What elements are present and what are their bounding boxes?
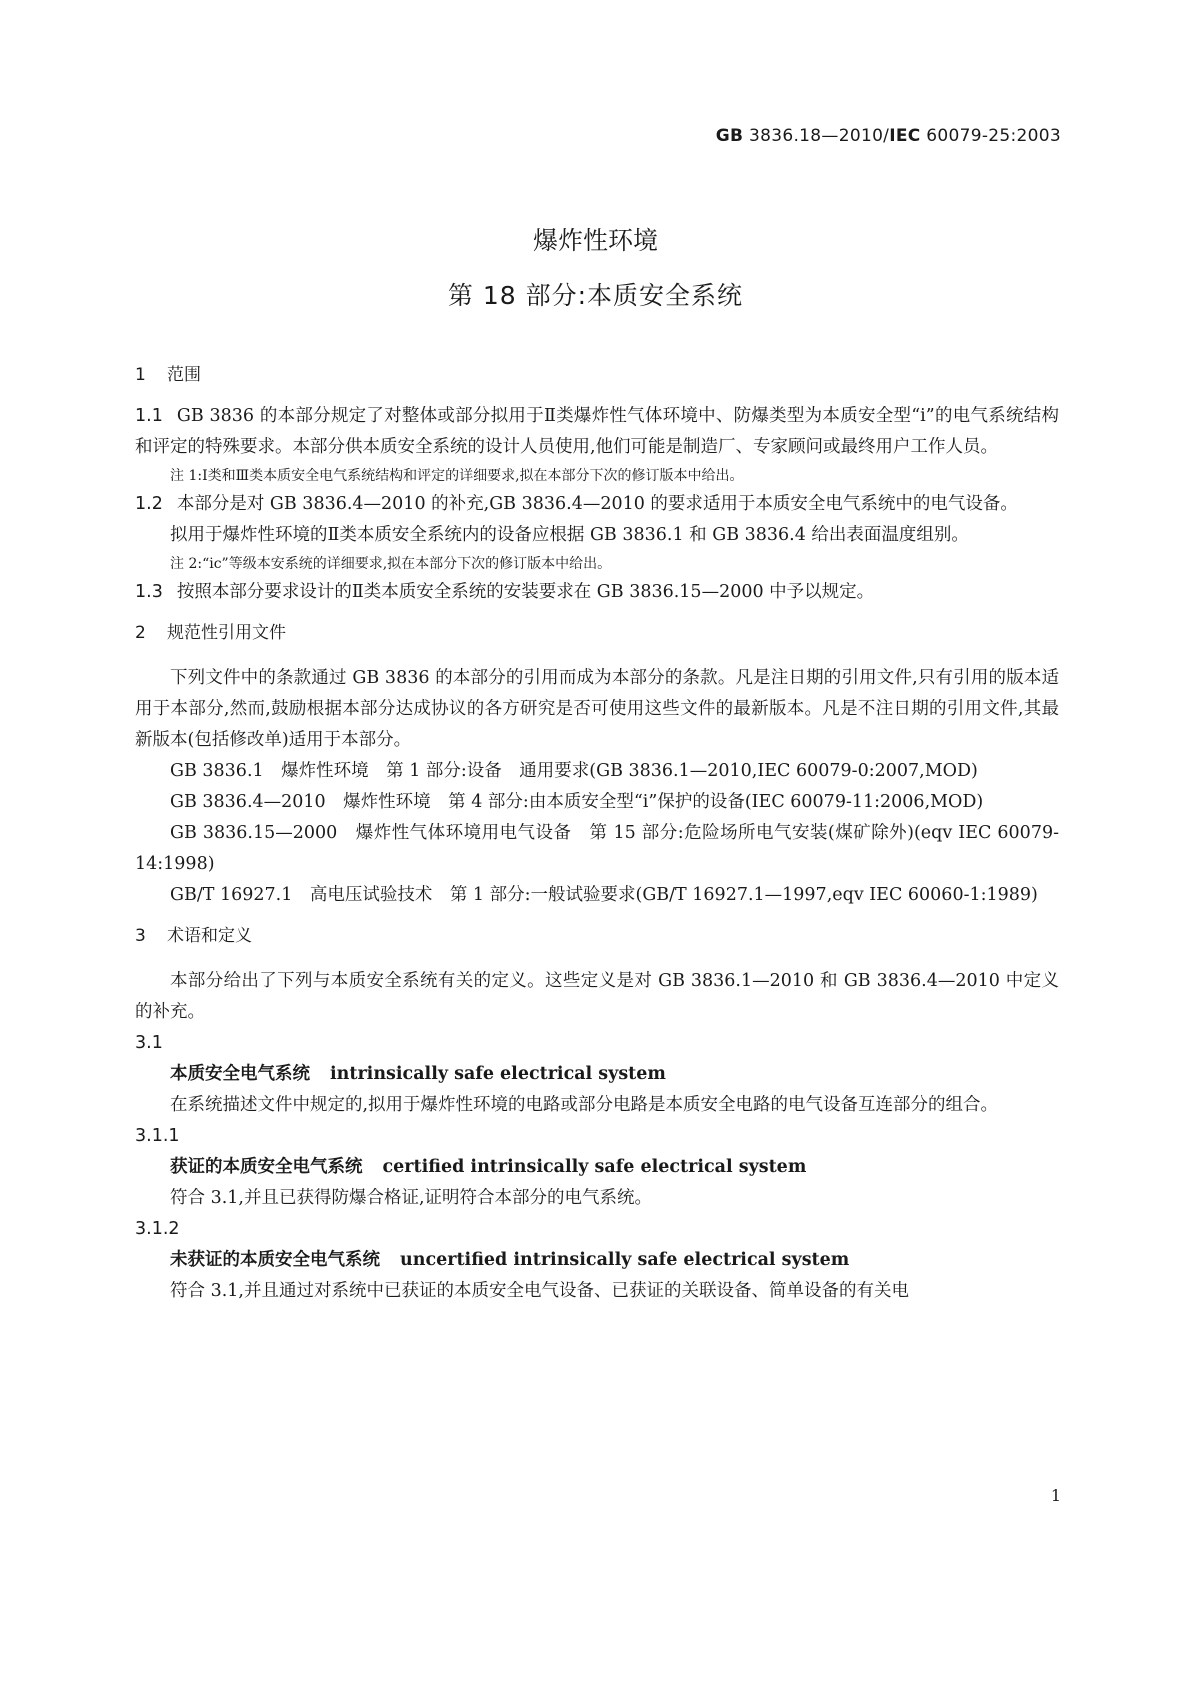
page-number: 1 [1050,1486,1061,1505]
section-heading-normative-references: 2 规范性引用文件 [135,623,286,643]
references-intro: 下列文件中的条款通过 GB 3836 的本部分的引用而成为本部分的条款。凡是注日期的引用文件,只有引用的版本适用于本部分,然而,鼓励根据本部分达成协议的各方研究是否可使用这些文件的最新版本。凡是不注日期的引用文件,其最新版本(包括修改单)适用于本部分。 [135,668,1059,750]
term-definition: 在系统描述文件中规定的,拟用于爆炸性环境的电路或部分电路是本质安全电路的电气设备互连部分的组合。 [170,1095,999,1115]
term-definition: 符合 3.1,并且已获得防爆合格证,证明符合本部分的电气系统。 [170,1188,653,1208]
note-1: 注 1:Ⅰ类和Ⅲ类本质安全电气系统结构和评定的详细要求,拟在本部分下次的修订版本中给出。 [170,468,744,484]
clause-1-1: 1.1 GB 3836 的本部分规定了对整体或部分拟用于Ⅱ类爆炸性气体环境中、防爆类型为本质安全型“i”的电气系统结构和评定的特殊要求。本部分供本质安全系统的设计人员使用,他们可能是制造厂、专家顾问或最终用户工作人员。 [135,406,1059,457]
reference-item: GB/T 16927.1 高电压试验技术 第 1 部分:一般试验要求(GB/T 16927.1—1997,eqv IEC 60060-1:1989) [170,885,1038,905]
section-heading-scope: 1 范围 [135,365,201,385]
standard-code: GB 3836.18—2010/IEC 60079-25:2003 [715,126,1061,146]
clause-1-3: 1.3 按照本部分要求设计的Ⅱ类本质安全系统的安装要求在 GB 3836.15—2000 中予以规定。 [135,582,875,602]
note-2: 注 2:“ic”等级本安系统的详细要求,拟在本部分下次的修订版本中给出。 [170,556,612,572]
clause-1-2-paragraph: 拟用于爆炸性环境的Ⅱ类本质安全系统内的设备应根据 GB 3836.1 和 GB 3836.4 给出表面温度组别。 [170,525,969,545]
clause-1-2: 1.2 本部分是对 GB 3836.4—2010 的补充,GB 3836.4—2010 的要求适用于本质安全电气系统中的电气设备。 [135,494,1018,514]
term-heading: 本质安全电气系统 intrinsically safe electrical system [170,1064,666,1084]
document-body [135,360,1059,1307]
term-number: 3.1.1 [135,1126,180,1146]
document-subtitle: 第 18 部分:本质安全系统 [447,281,744,310]
terms-intro: 本部分给出了下列与本质安全系统有关的定义。这些定义是对 GB 3836.1—2010 和 GB 3836.4—2010 中定义的补充。 [135,971,1059,1022]
term-number: 3.1.2 [135,1219,180,1239]
reference-item: GB 3836.15—2000 爆炸性气体环境用电气设备 第 15 部分:危险场所电气安装(煤矿除外)(eqv IEC 60079-14:1998) [135,823,1059,874]
document-title: 爆炸性环境 [532,226,658,255]
term-heading: 未获证的本质安全电气系统 uncertified intrinsically safe electrical system [170,1250,850,1270]
term-heading: 获证的本质安全电气系统 certified intrinsically safe electrical system [170,1157,807,1177]
section-heading-terms: 3 术语和定义 [135,926,252,946]
term-number: 3.1 [135,1033,163,1053]
reference-item: GB 3836.4—2010 爆炸性环境 第 4 部分:由本质安全型“i”保护的设备(IEC 60079-11:2006,MOD) [170,792,984,812]
term-definition: 符合 3.1,并且通过对系统中已获证的本质安全电气设备、已获证的关联设备、简单设备的有关电 [170,1281,909,1301]
reference-item: GB 3836.1 爆炸性环境 第 1 部分:设备 通用要求(GB 3836.1—2010,IEC 60079-0:2007,MOD) [170,761,978,781]
